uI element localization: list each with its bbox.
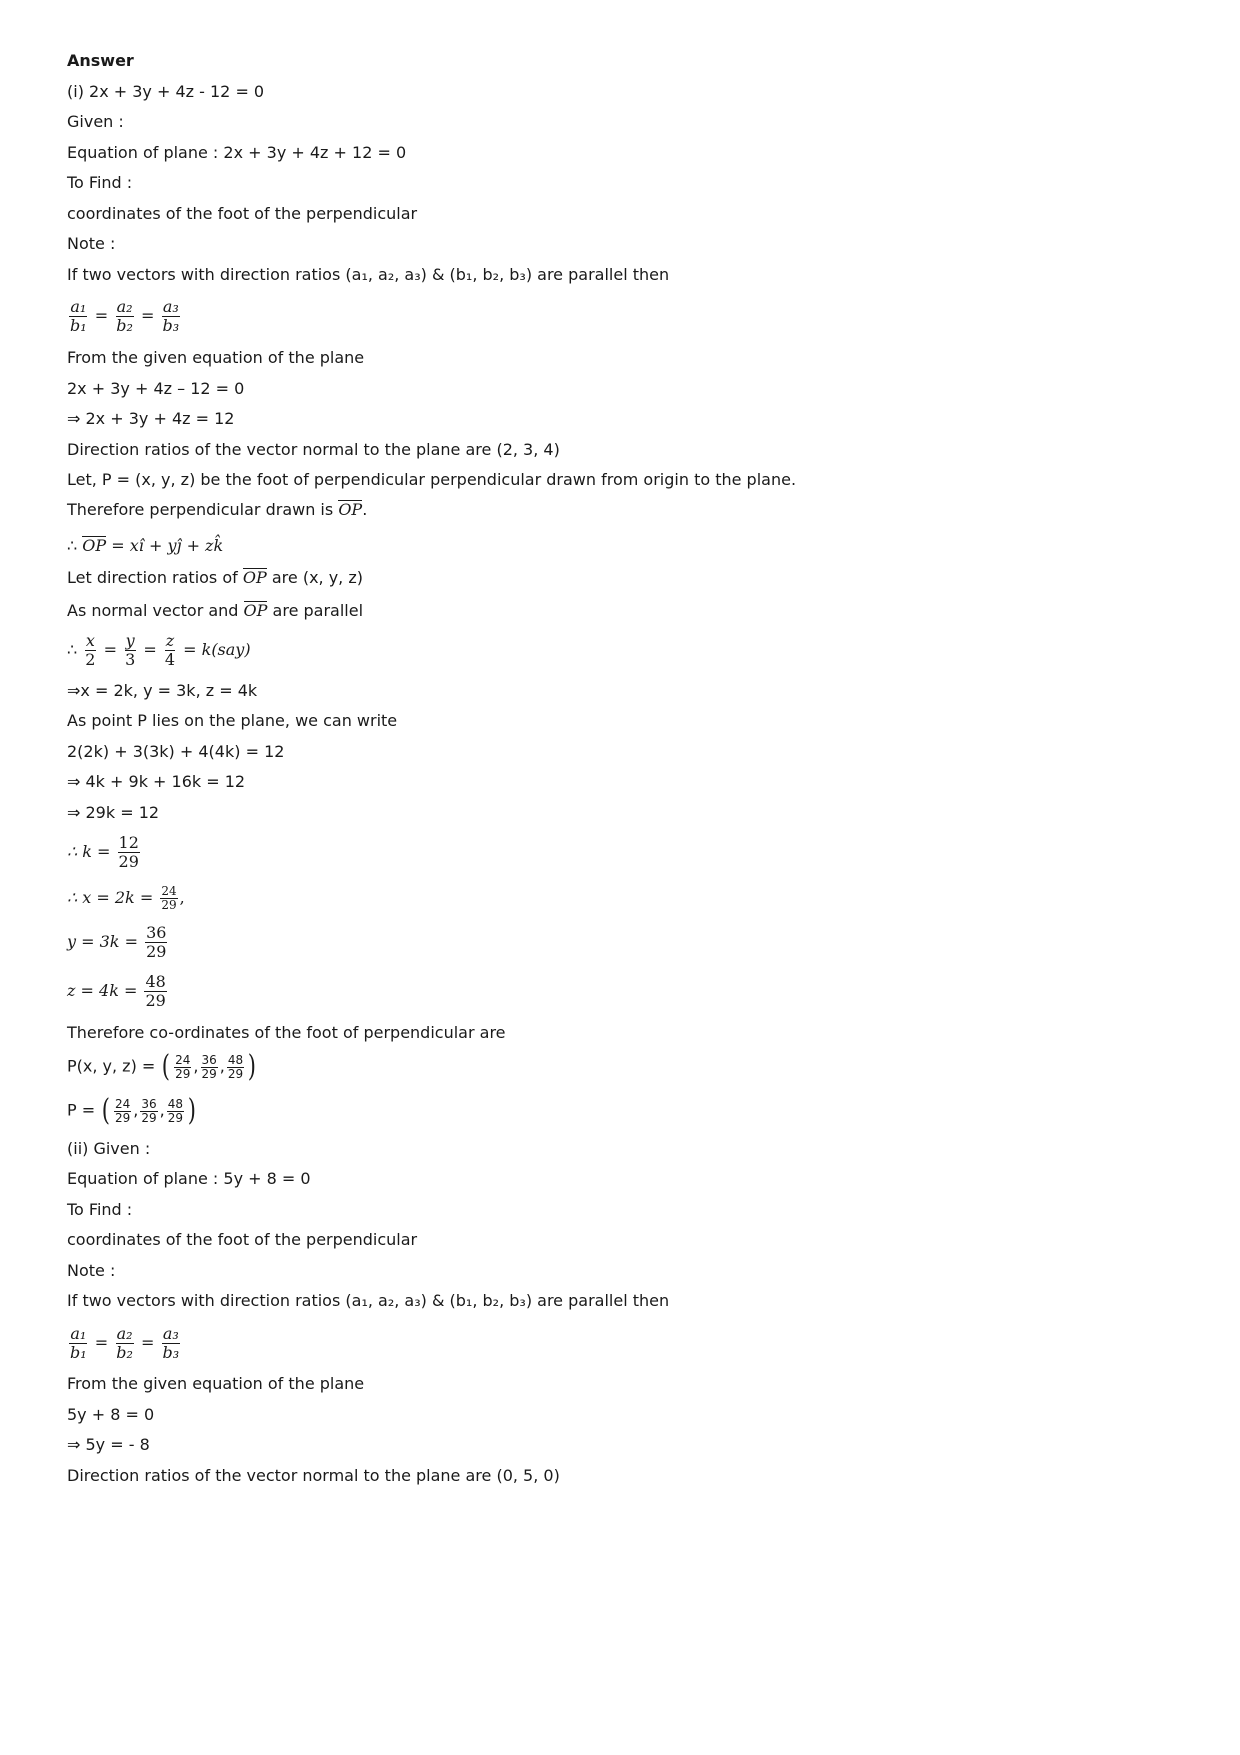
given-label: Given : — [67, 112, 124, 131]
p-result: P = ( $\frac{24}{29}$ , $\frac{36}{29}$ , $\frac{48}{29}$ ) — [67, 1093, 196, 1128]
equation-line-2: ⇒ 2x + 3y + 4z = 12 — [67, 409, 235, 428]
to-find-label: To Find : — [67, 173, 133, 192]
substitution-2: ⇒ 4k + 9k + 16k = 12 — [67, 772, 246, 791]
fraction-24-29: $\frac{24}{29}$ — [161, 884, 177, 912]
normal-direction-ratios: Direction ratios of the vector normal to the plane are (2, 3, 4) — [67, 440, 560, 459]
point-on-plane-text: As point P lies on the plane, we can write — [67, 711, 398, 730]
fraction-y-3: $\frac{y}{3}$ — [125, 631, 136, 669]
note-text-ii: If two vectors with direction ratios (a₁, a₂, a₃) & (b₁, b₂, b₃) are parallel then — [67, 1291, 670, 1310]
plane-equation: Equation of plane : 2x + 3y + 4z + 12 = 0 — [67, 143, 407, 162]
xyz-in-k: ⇒x = 2k, y = 3k, z = 4k — [67, 681, 258, 700]
normal-parallel-line: As normal vector and OP are parallel — [67, 601, 364, 620]
fraction-48-29: $\frac{48}{29}$ — [145, 972, 166, 1010]
y-value: y = 3k = $\frac{36}{29}$ — [67, 923, 167, 961]
fraction-z-4: $\frac{z}{4}$ — [164, 631, 176, 669]
equation-line-1-ii: 5y + 8 = 0 — [67, 1405, 155, 1424]
op-vector: OP — [242, 568, 267, 587]
part-ii-given: (ii) Given : — [67, 1139, 151, 1158]
let-p-text: Let, P = (x, y, z) be the foot of perpendicular perpendicular drawn from origin to the plane. — [67, 470, 797, 489]
fraction-a3-b3: $\frac{\text{a₃}}{\text{b₃}}$ — [162, 297, 180, 335]
equation-line-1: 2x + 3y + 4z – 12 = 0 — [67, 379, 245, 398]
answer-heading: Answer — [67, 51, 134, 70]
part-i-title: (i) 2x + 3y + 4z - 12 = 0 — [67, 82, 265, 101]
parallel-ratio-formula: $\frac{\text{a₁}}{\text{b₁}}$ = $\frac{\text{a₂}}{\text{b₂}}$ = $\frac{\text{a₃}}{\text{b₃}}$ — [70, 297, 180, 335]
note-label: Note : — [67, 234, 116, 253]
substitution-3: ⇒ 29k = 12 — [67, 803, 160, 822]
fraction-x-2: $\frac{x}{2}$ — [85, 631, 96, 669]
fraction-a1-b1: $\frac{\text{a₁}}{\text{b₁}}$ — [70, 297, 87, 335]
note-text: If two vectors with direction ratios (a₁, a₂, a₃) & (b₁, b₂, b₃) are parallel then — [67, 265, 670, 284]
fraction-a2-b2: $\frac{\text{a₂}}{\text{b₂}}$ — [116, 297, 133, 335]
to-find-label-ii: To Find : — [67, 1200, 133, 1219]
ratio-k-equation: ∴ $\frac{x}{2}$ = $\frac{y}{3}$ = $\frac{z}{4}$ = k(say) — [67, 631, 251, 669]
parallel-ratio-formula-ii: $\frac{\text{a₁}}{\text{b₁}}$ = $\frac{\text{a₂}}{\text{b₂}}$ = $\frac{\text{a₃}}{\text{b₃}}$ — [70, 1324, 180, 1362]
substitution-1: 2(2k) + 3(3k) + 4(4k) = 12 — [67, 742, 285, 761]
op-vector: OP — [82, 536, 107, 555]
op-vector-equation: ∴ OP = xî + yĵ + zk̂ — [67, 536, 224, 555]
find-text-ii: coordinates of the foot of the perpendicular — [67, 1230, 418, 1249]
fraction-12-29: $\frac{12}{29}$ — [118, 833, 139, 871]
perpendicular-drawn-line: Therefore perpendicular drawn is OP. — [67, 500, 368, 519]
x-value: ∴ x = 2k = $\frac{24}{29}$ , — [67, 884, 185, 912]
p-xyz-result: P(x, y, z) = ( $\frac{24}{29}$ , $\frac{36}{29}$ , $\frac{48}{29}$ ) — [67, 1049, 257, 1084]
op-vector: OP — [243, 601, 268, 620]
normal-direction-ratios-ii: Direction ratios of the vector normal to the plane are (0, 5, 0) — [67, 1466, 560, 1485]
let-direction-ratios-line: Let direction ratios of OP are (x, y, z) — [67, 568, 363, 587]
find-text: coordinates of the foot of the perpendicular — [67, 204, 418, 223]
from-equation-text: From the given equation of the plane — [67, 348, 365, 367]
note-label-ii: Note : — [67, 1261, 116, 1280]
z-value: z = 4k = $\frac{48}{29}$ — [67, 972, 166, 1010]
plane-equation-ii: Equation of plane : 5y + 8 = 0 — [67, 1169, 311, 1188]
op-vector: OP — [338, 500, 363, 519]
from-equation-text-ii: From the given equation of the plane — [67, 1374, 365, 1393]
equation-line-2-ii: ⇒ 5y = - 8 — [67, 1435, 150, 1454]
k-value: ∴ k = $\frac{12}{29}$ — [67, 833, 139, 871]
fraction-36-29: $\frac{36}{29}$ — [146, 923, 167, 961]
coordinates-text: Therefore co-ordinates of the foot of perpendicular are — [67, 1023, 506, 1042]
